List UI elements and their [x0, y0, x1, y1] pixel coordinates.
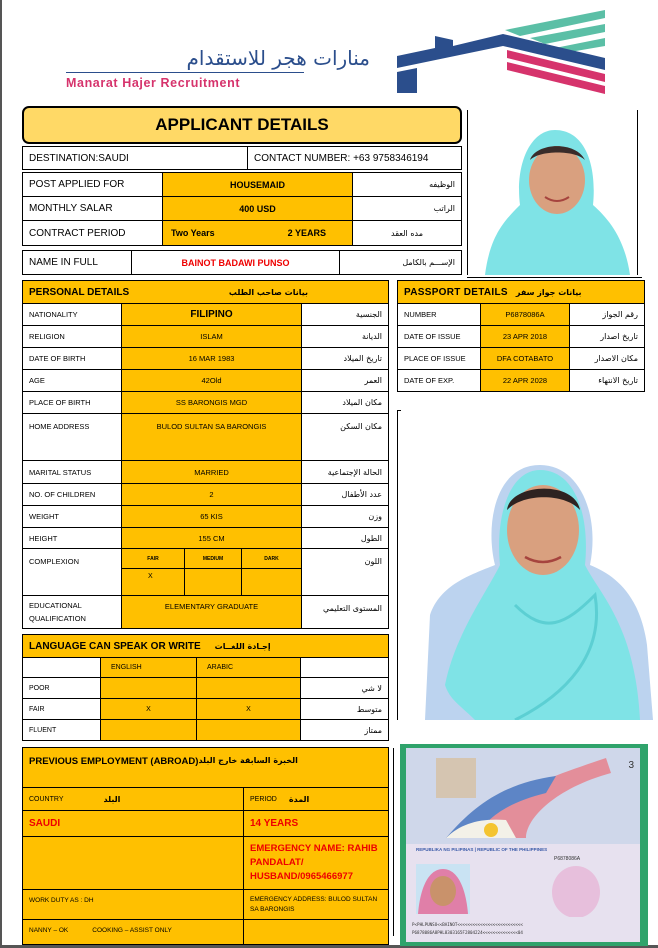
language-level-label: FAIR [22, 698, 101, 720]
complexion-option-fair: FAIR [121, 548, 185, 569]
passport-data-page [406, 844, 640, 942]
emergency-contact-name: EMERGENCY NAME: RAHIB PANDALAT/ HUSBAND/0965466977 [243, 836, 389, 890]
passport-value: P6878086A [480, 303, 570, 326]
language-english-mark [100, 719, 197, 741]
passport-scan-header: REPUBLIKA NG PILIPINAS | REPUBLIC OF THE PHILIPPINES [416, 847, 548, 852]
passport-scan-number: P6878086A [554, 856, 581, 862]
employment-heading: PREVIOUS EMPLOYMENT (ABROAD) [29, 756, 199, 767]
photo2-frame-tick [397, 410, 401, 411]
language-column-arabic: ARABIC [196, 657, 301, 678]
period-label-arabic: المدة [288, 794, 310, 804]
logo-divider [66, 72, 304, 73]
personal-value: ISLAM [121, 325, 302, 348]
personal-label: AGE [22, 369, 122, 392]
passport-label: DATE OF EXP. [397, 369, 481, 392]
personal-label-arabic: وزن [301, 505, 389, 528]
name-label-arabic: الإســـم بالكامل [339, 250, 462, 275]
period-label: PERIOD [250, 795, 277, 803]
photo2-frame-left [397, 410, 398, 720]
language-level-label: POOR [22, 677, 101, 699]
complexion-mark-medium [184, 568, 242, 596]
passport-mrz-line1: P<PHLPUNSO<<BAINOT<<<<<<<<<<<<<<<<<<<<<<<<<< [412, 922, 523, 927]
personal-label-arabic: الحالة الإجتماعية [301, 460, 389, 484]
skill-cooking: COOKING – ASSIST ONLY [92, 927, 172, 934]
language-level-label: FLUENT [22, 719, 101, 741]
contract-period-words: Two Years [171, 228, 215, 238]
period-label-cell [243, 787, 389, 811]
language-english-mark: X [100, 698, 197, 720]
photo-frame-left [467, 110, 468, 275]
passport-visa-page [406, 748, 640, 844]
job-label-arabic: مده العقد [352, 220, 462, 246]
personal-label: NO. OF CHILDREN [22, 483, 122, 506]
personal-label: MARITAL STATUS [22, 460, 122, 484]
emergency-address: EMERGENCY ADDRESS: BULOD SULTAN SA BARONGIS [243, 889, 389, 920]
passport-value: 22 APR 2028 [480, 369, 570, 392]
company-name-arabic: منارات هجر للاستقدام [186, 46, 370, 70]
passport-label-arabic: تاريخ اصدار [569, 325, 645, 348]
language-english-mark [100, 677, 197, 699]
skills-blank-cell [243, 919, 389, 945]
passport-photo-icon [416, 864, 470, 914]
complexion-mark-dark [241, 568, 302, 596]
language-level-arabic: ممتاز [300, 719, 389, 741]
personal-details-heading: PERSONAL DETAILS [29, 286, 130, 298]
job-label: CONTRACT PERIOD [22, 220, 163, 246]
language-level-arabic: متوسط [300, 698, 389, 720]
job-label-arabic: الراتب [352, 196, 462, 221]
passport-label-arabic: تاريخ الانتهاء [569, 369, 645, 392]
personal-label-arabic: تاريخ الميلاد [301, 347, 389, 370]
language-heading-arabic: إجـادة اللغــات [214, 641, 271, 651]
work-duty: WORK DUTY AS : DH [22, 889, 244, 920]
job-label-arabic: الوظيفه [352, 172, 462, 197]
passport-label: NUMBER [397, 303, 481, 326]
education-label-arabic: المستوى التعليمي [301, 595, 389, 629]
passport-label: PLACE OF ISSUE [397, 347, 481, 370]
complexion-option-medium: MEDIUM [184, 548, 242, 569]
photo-frame-bottom [467, 277, 642, 278]
personal-label: HEIGHT [22, 527, 122, 549]
complexion-option-dark: DARK [241, 548, 302, 569]
personal-value: BULOD SULTAN SA BARONGIS [121, 413, 302, 461]
previous-country: SAUDI [22, 810, 244, 837]
previous-period: 14 YEARS [243, 810, 389, 837]
name-label: NAME IN FULL [22, 250, 132, 275]
house-logo-icon [395, 8, 615, 98]
skills-cell [22, 919, 244, 945]
complexion-mark-fair: X [121, 568, 185, 596]
personal-label-arabic: الجنسية [301, 303, 389, 326]
passport-value: DFA COTABATO [480, 347, 570, 370]
personal-value: 42Old [121, 369, 302, 392]
language-header-blank [300, 657, 389, 678]
passport-details-header [397, 280, 645, 304]
complexion-label: COMPLEXION [22, 548, 122, 596]
personal-value: MARRIED [121, 460, 302, 484]
job-label: MONTHLY SALAR [22, 196, 163, 221]
country-label-arabic: البلد [103, 794, 121, 804]
personal-details-header [22, 280, 389, 304]
personal-label-arabic: مكان السكن [301, 413, 389, 461]
employment-blank-cell [22, 836, 244, 890]
country-label: COUNTRY [29, 795, 64, 803]
contract-period-years: 2 YEARS [287, 228, 326, 238]
language-header [22, 634, 389, 658]
personal-label-arabic: الديانة [301, 325, 389, 348]
skill-nanny: NANNY – OK [29, 927, 69, 934]
personal-label-arabic: العمر [301, 369, 389, 392]
passport-details-heading-arabic: بيانات جواز سفر [515, 287, 582, 297]
education-label-line1: EDUCATIONAL [29, 601, 82, 610]
passport-scan-frame [393, 748, 394, 936]
personal-label-arabic: مكان الميلاد [301, 391, 389, 414]
language-column-english: ENGLISH [100, 657, 197, 678]
personal-details-heading-arabic: بيانات صاحب الطلب [228, 287, 308, 297]
applicant-photo-full [415, 455, 655, 720]
personal-value: 65 KIS [121, 505, 302, 528]
personal-label: RELIGION [22, 325, 122, 348]
contact-number-field: CONTACT NUMBER: +63 9758346194 [247, 146, 462, 170]
education-value: ELEMENTARY GRADUATE [121, 595, 302, 629]
country-label-cell [22, 787, 244, 811]
education-label [22, 595, 122, 629]
passport-ghost-image-icon [546, 862, 606, 917]
personal-value: SS BARONGIS MGD [121, 391, 302, 414]
personal-value: 155 CM [121, 527, 302, 549]
destination-field: DESTINATION:SAUDI [22, 146, 248, 170]
education-label-line2: QUALIFICATION [29, 614, 86, 623]
personal-value: 16 MAR 1983 [121, 347, 302, 370]
page-title: APPLICANT DETAILS [22, 106, 462, 144]
philippine-flag-illustration-icon [406, 748, 640, 844]
applicant-name: BAINOT BADAWI PUNSO [131, 250, 340, 275]
personal-value: FILIPINO [121, 303, 302, 326]
passport-details-heading: PASSPORT DETAILS [404, 286, 508, 298]
language-arabic-mark [196, 719, 301, 741]
passport-label: DATE OF ISSUE [397, 325, 481, 348]
language-level-arabic: لا شي [300, 677, 389, 699]
personal-label: WEIGHT [22, 505, 122, 528]
personal-value: 2 [121, 483, 302, 506]
personal-label: PLACE OF BIRTH [22, 391, 122, 414]
personal-label: HOME ADDRESS [22, 413, 122, 461]
page-border-left [0, 0, 2, 948]
photo-frame-right [637, 110, 638, 275]
personal-label: DATE OF BIRTH [22, 347, 122, 370]
contract-period-value [162, 220, 353, 246]
complexion-label-arabic: اللون [301, 548, 389, 596]
passport-page-number: 3 [628, 760, 634, 771]
applicant-photo-headshot [475, 125, 635, 275]
personal-label-arabic: الطول [301, 527, 389, 549]
passport-label-arabic: مكان الاصدار [569, 347, 645, 370]
language-corner-cell [22, 657, 101, 678]
employment-heading-arabic: الخبرة السابقة خارج البلد [198, 756, 298, 765]
job-value: HOUSEMAID [162, 172, 353, 197]
passport-value: 23 APR 2018 [480, 325, 570, 348]
passport-mrz-line2: P6878086A8PHL8303165F2804224<<<<<<<<<<<<<<04 [412, 930, 523, 935]
job-label: POST APPLIED FOR [22, 172, 163, 197]
passport-label-arabic: رقم الجواز [569, 303, 645, 326]
language-arabic-mark: X [196, 698, 301, 720]
language-arabic-mark [196, 677, 301, 699]
job-value: 400 USD [162, 196, 353, 221]
personal-label-arabic: عدد الأطفال [301, 483, 389, 506]
passport-scan-image [400, 744, 648, 946]
employment-header [22, 747, 389, 788]
personal-label: NATIONALITY [22, 303, 122, 326]
company-name-english: Manarat Hajer Recruitment [66, 76, 241, 90]
language-heading: LANGUAGE CAN SPEAK OR WRITE [29, 640, 201, 652]
